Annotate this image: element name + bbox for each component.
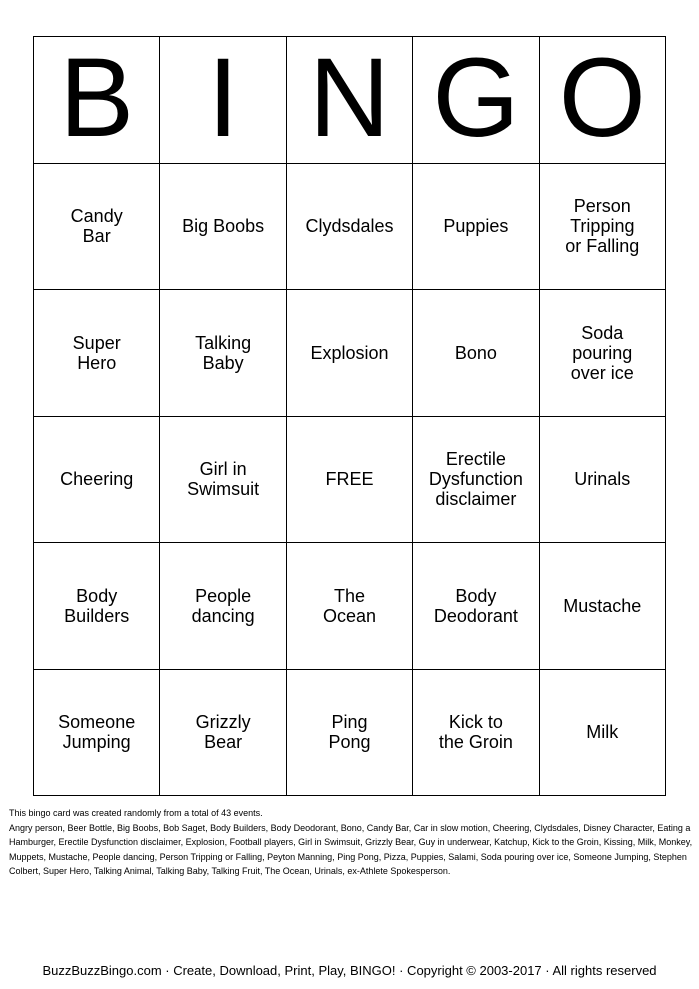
- header-letter-b: [34, 37, 160, 164]
- bingo-square: Mustache: [540, 543, 666, 670]
- bingo-square: Someone Jumping: [34, 670, 160, 797]
- bingo-square: Bono: [413, 290, 539, 417]
- bingo-square: Puppies: [413, 164, 539, 291]
- bingo-square: Candy Bar: [34, 164, 160, 291]
- bingo-square: Cheering: [34, 417, 160, 544]
- header-letter-g: [413, 37, 539, 164]
- bingo-square: Super Hero: [34, 290, 160, 417]
- header-letter-n: [287, 37, 413, 164]
- bingo-square: Girl in Swimsuit: [160, 417, 286, 544]
- events-info: [9, 806, 693, 879]
- bingo-card: [33, 36, 666, 796]
- page-footer: BuzzBuzzBingo.com · Create, Download, Print, Play, BINGO! · Copyright © 2003-2017 · All rights reserved: [42, 963, 657, 978]
- bingo-square: Grizzly Bear: [160, 670, 286, 797]
- header-letter-i: [160, 37, 286, 164]
- bingo-square: Clydsdales: [287, 164, 413, 291]
- header-letter: B: [59, 37, 135, 160]
- bingo-square: People dancing: [160, 543, 286, 670]
- header-letter: O: [558, 37, 646, 160]
- bingo-square: Body Deodorant: [413, 543, 539, 670]
- bingo-square: Urinals: [540, 417, 666, 544]
- events-list: Angry person, Beer Bottle, Big Boobs, Bob Saget, Body Builders, Body Deodorant, Bono, Candy Bar, Car in slow motion, Cheering, Clydsdales, Disney Character, Eating a Hamburger, Erectile Dysfunction disclaimer, Explosion, Football players, Girl in Swimsuit, Grizzly Bear, Guy in underwear, Katchup, Kick to the Groin, Kissing, Milk, Monkey, Muppets, Mustache, People dancing, Person Tripping or Falling, Peyton Manning, Ping Pong, Pizza, Puppies, Salami, Soda pouring over ice, Someone Jumping, Stephen Colbert, Super Hero, Talking Animal, Talking Baby, Talking Fruit, The Ocean, Urinals, ex-Athlete Spokesperson.: [9, 822, 693, 876]
- bingo-square: Ping Pong: [287, 670, 413, 797]
- bingo-square: Big Boobs: [160, 164, 286, 291]
- header-letter: G: [432, 37, 520, 160]
- bingo-square: Milk: [540, 670, 666, 797]
- bingo-square: Kick to the Groin: [413, 670, 539, 797]
- header-letter: I: [207, 37, 239, 160]
- header-letter-o: [540, 37, 666, 164]
- events-summary: This bingo card was created randomly from a total of 43 events.: [9, 808, 263, 818]
- bingo-square: The Ocean: [287, 543, 413, 670]
- bingo-square: Erectile Dysfunction disclaimer: [413, 417, 539, 544]
- bingo-square: Person Tripping or Falling: [540, 164, 666, 291]
- bingo-square: Talking Baby: [160, 290, 286, 417]
- header-letter: N: [309, 37, 390, 160]
- bingo-square: Explosion: [287, 290, 413, 417]
- free-square: FREE: [287, 417, 413, 544]
- bingo-square: Soda pouring over ice: [540, 290, 666, 417]
- bingo-square: Body Builders: [34, 543, 160, 670]
